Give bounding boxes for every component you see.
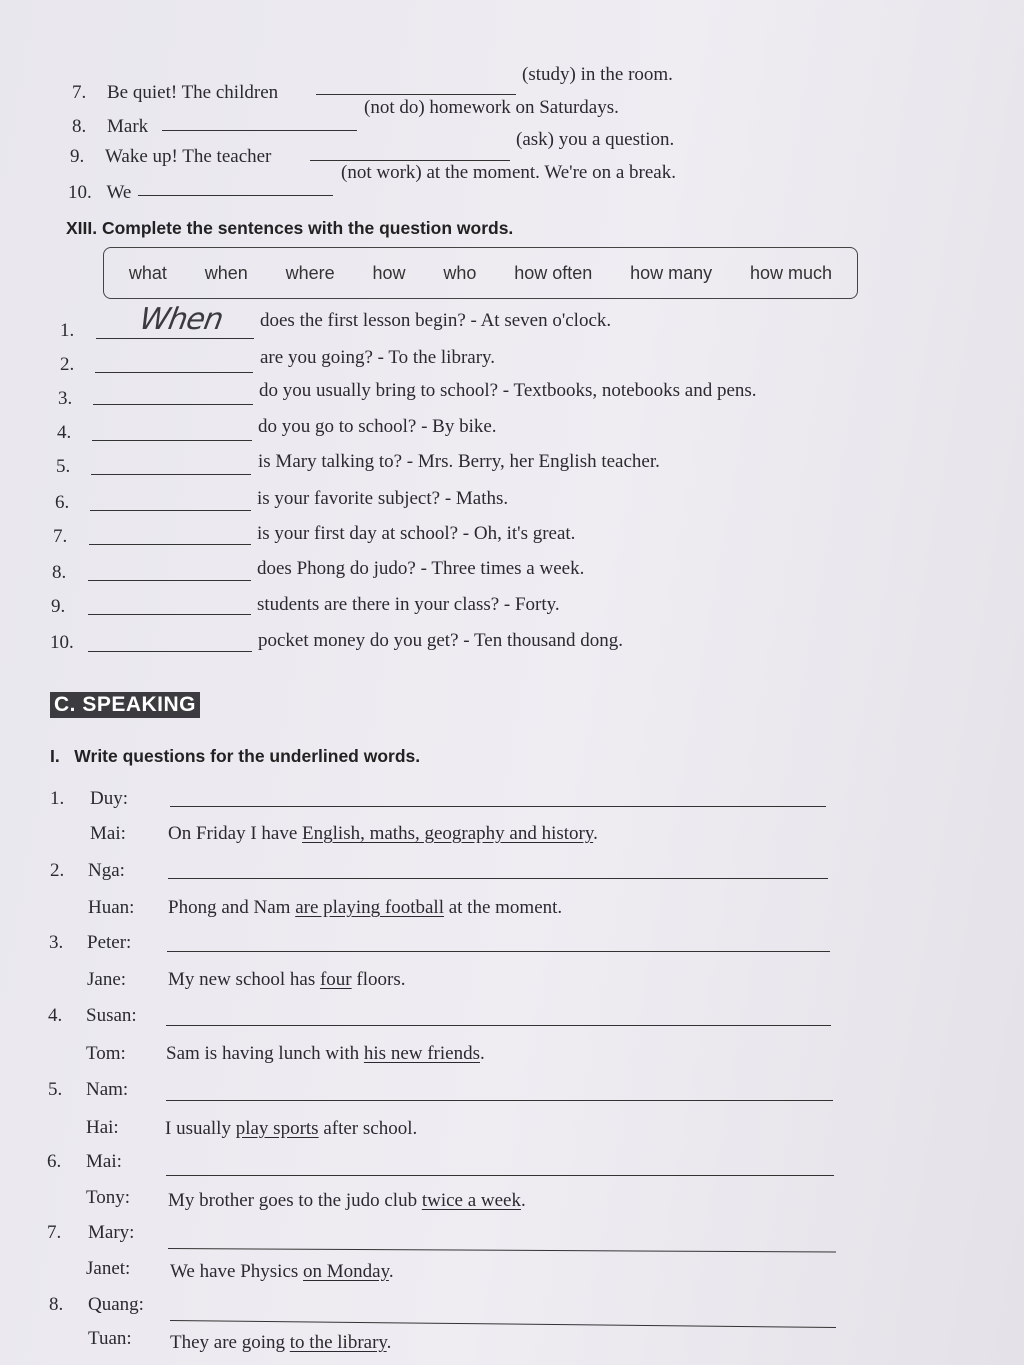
question-speaker: Nga:: [88, 860, 125, 881]
answer-blank[interactable]: [89, 544, 251, 545]
handwritten-answer: When: [136, 302, 226, 337]
question-speaker: Duy:: [90, 788, 128, 809]
item-text: does the first lesson begin? - At seven o'clock.: [260, 310, 612, 331]
answer-speaker: Mai:: [90, 823, 126, 844]
speaking-section-title: C. SPEAKING: [50, 692, 200, 718]
word-option: when: [204, 262, 248, 283]
item-number: 1.: [60, 320, 75, 341]
answer-text: floors.: [351, 969, 406, 990]
item-number: 4.: [57, 422, 72, 443]
item-text: is your favorite subject? - Maths.: [257, 488, 509, 509]
question-answer-line[interactable]: [170, 1320, 836, 1328]
item-text-before: We: [106, 182, 132, 203]
item-number: 8.: [52, 562, 67, 583]
item-text-before: Wake up! The teacher: [105, 146, 272, 167]
question-answer-line[interactable]: [168, 878, 828, 879]
top-item-8: [72, 116, 148, 138]
question-speaker: Quang:: [88, 1294, 144, 1315]
answer-sentence: [170, 1261, 394, 1283]
dialogue-number: 6.: [47, 1151, 62, 1172]
answer-text: .: [388, 1261, 394, 1282]
item-number: 6.: [55, 492, 70, 513]
item-number: 8.: [72, 116, 87, 137]
item-text-after: (not do) homework on Saturdays.: [364, 97, 619, 118]
answer-blank[interactable]: [90, 510, 251, 511]
answer-text: Sam is having lunch with: [166, 1043, 364, 1064]
answer-blank[interactable]: [92, 440, 252, 441]
question-word-box: [103, 247, 858, 299]
answer-text: .: [521, 1190, 526, 1211]
underlined-words: English, maths, geography and history: [302, 823, 594, 844]
word-option: how: [372, 262, 406, 283]
dialogue-number: 3.: [49, 932, 64, 953]
answer-sentence: [166, 1043, 485, 1065]
answer-blank[interactable]: [162, 130, 357, 131]
underlined-words: are playing football: [295, 897, 444, 918]
item-text: are you going? - To the library.: [260, 347, 496, 368]
answer-blank[interactable]: [138, 195, 333, 196]
dialogue-number: 4.: [48, 1005, 63, 1026]
dialogue-number: 1.: [50, 788, 65, 809]
answer-blank[interactable]: [88, 580, 251, 581]
answer-text: .: [386, 1332, 392, 1353]
top-item-10: [68, 182, 131, 204]
answer-speaker: Tuan:: [88, 1328, 132, 1349]
underlined-words: play sports: [235, 1118, 319, 1139]
item-text: do you usually bring to school? - Textbooks, notebooks and pens.: [259, 380, 757, 401]
answer-text: On Friday I have: [168, 823, 303, 844]
item-number: 9.: [51, 596, 66, 617]
answer-text: My brother goes to the judo club: [168, 1190, 422, 1211]
item-number: 7.: [53, 526, 68, 547]
answer-speaker: Jane:: [87, 969, 127, 990]
dialogue-number: 8.: [49, 1294, 64, 1315]
underlined-words: his new friends: [363, 1043, 480, 1064]
underlined-words: to the library: [289, 1332, 387, 1353]
item-number: 10.: [68, 182, 92, 203]
section-xiii-title: XIII. Complete the sentences with the question words.: [66, 218, 514, 238]
answer-sentence: [170, 1332, 391, 1354]
word-option: where: [285, 262, 335, 283]
word-option: how much: [749, 262, 833, 283]
answer-speaker: Tony:: [86, 1187, 131, 1208]
item-number: 10.: [50, 632, 74, 653]
item-number: 9.: [70, 146, 85, 167]
item-text: is Mary talking to? - Mrs. Berry, her English teacher.: [258, 451, 660, 472]
item-text-before: Mark: [107, 116, 149, 137]
word-option: who: [443, 262, 477, 283]
answer-speaker: Huan:: [88, 897, 135, 918]
question-speaker: Susan:: [86, 1005, 137, 1026]
dialogue-number: 7.: [47, 1222, 62, 1243]
answer-blank[interactable]: [88, 651, 252, 652]
answer-text: My new school has: [168, 969, 320, 990]
question-answer-line[interactable]: [166, 1100, 833, 1101]
top-item-7: [72, 82, 278, 104]
answer-text: We have Physics: [170, 1261, 304, 1282]
question-answer-line[interactable]: [167, 951, 830, 952]
question-answer-line[interactable]: [168, 1248, 836, 1252]
item-number: 7.: [72, 82, 87, 103]
item-text: students are there in your class? - Forty.: [257, 594, 560, 615]
word-option: what: [128, 262, 167, 283]
word-option: how many: [630, 262, 713, 283]
answer-blank[interactable]: [93, 404, 253, 405]
answer-sentence: [168, 897, 562, 919]
answer-speaker: Janet:: [86, 1258, 131, 1279]
answer-speaker: Hai:: [86, 1117, 119, 1138]
underlined-words: on Monday: [303, 1261, 389, 1282]
answer-text: I usually: [165, 1118, 236, 1139]
answer-sentence: [168, 969, 405, 991]
answer-blank[interactable]: [96, 338, 254, 339]
answer-sentence: [168, 1190, 526, 1212]
answer-text: at the moment.: [443, 897, 563, 918]
item-text: do you go to school? - By bike.: [258, 416, 497, 437]
item-text: does Phong do judo? - Three times a week.: [257, 558, 585, 579]
item-text-before: Be quiet! The children: [107, 82, 279, 103]
item-number: 3.: [58, 388, 73, 409]
top-item-9: [70, 146, 271, 168]
answer-text: .: [593, 823, 598, 844]
item-text-after: (study) in the room.: [522, 64, 673, 85]
underlined-words: four: [319, 969, 352, 990]
question-speaker: Nam:: [86, 1079, 129, 1100]
answer-text: .: [480, 1043, 485, 1064]
answer-speaker: Tom:: [86, 1043, 126, 1064]
item-number: 2.: [60, 354, 75, 375]
question-speaker: Peter:: [87, 932, 132, 953]
answer-blank[interactable]: [95, 372, 253, 373]
question-answer-line[interactable]: [170, 806, 826, 807]
answer-sentence: [168, 823, 598, 845]
word-option: how often: [514, 262, 593, 283]
answer-text: They are going: [170, 1332, 290, 1353]
dialogue-number: 5.: [48, 1079, 63, 1100]
question-answer-line[interactable]: [166, 1175, 834, 1176]
question-speaker: Mai:: [86, 1151, 122, 1172]
answer-blank[interactable]: [91, 474, 251, 475]
dialogue-number: 2.: [50, 860, 65, 881]
answer-text: after school.: [318, 1118, 418, 1139]
item-text-after: (ask) you a question.: [516, 129, 675, 150]
answer-blank[interactable]: [88, 614, 251, 615]
question-answer-line[interactable]: [166, 1025, 831, 1026]
item-text: pocket money do you get? - Ten thousand dong.: [258, 630, 624, 651]
answer-text: Phong and Nam: [168, 897, 296, 918]
underlined-words: twice a week: [421, 1190, 521, 1211]
answer-blank[interactable]: [310, 160, 510, 161]
answer-sentence: [165, 1118, 417, 1140]
speaking-instruction: I. Write questions for the underlined words.: [50, 746, 421, 766]
question-speaker: Mary:: [88, 1222, 135, 1243]
item-text: is your first day at school? - Oh, it's great.: [257, 523, 576, 544]
answer-blank[interactable]: [316, 94, 516, 95]
item-number: 5.: [56, 456, 71, 477]
item-text-after: (not work) at the moment. We're on a break.: [341, 162, 676, 183]
